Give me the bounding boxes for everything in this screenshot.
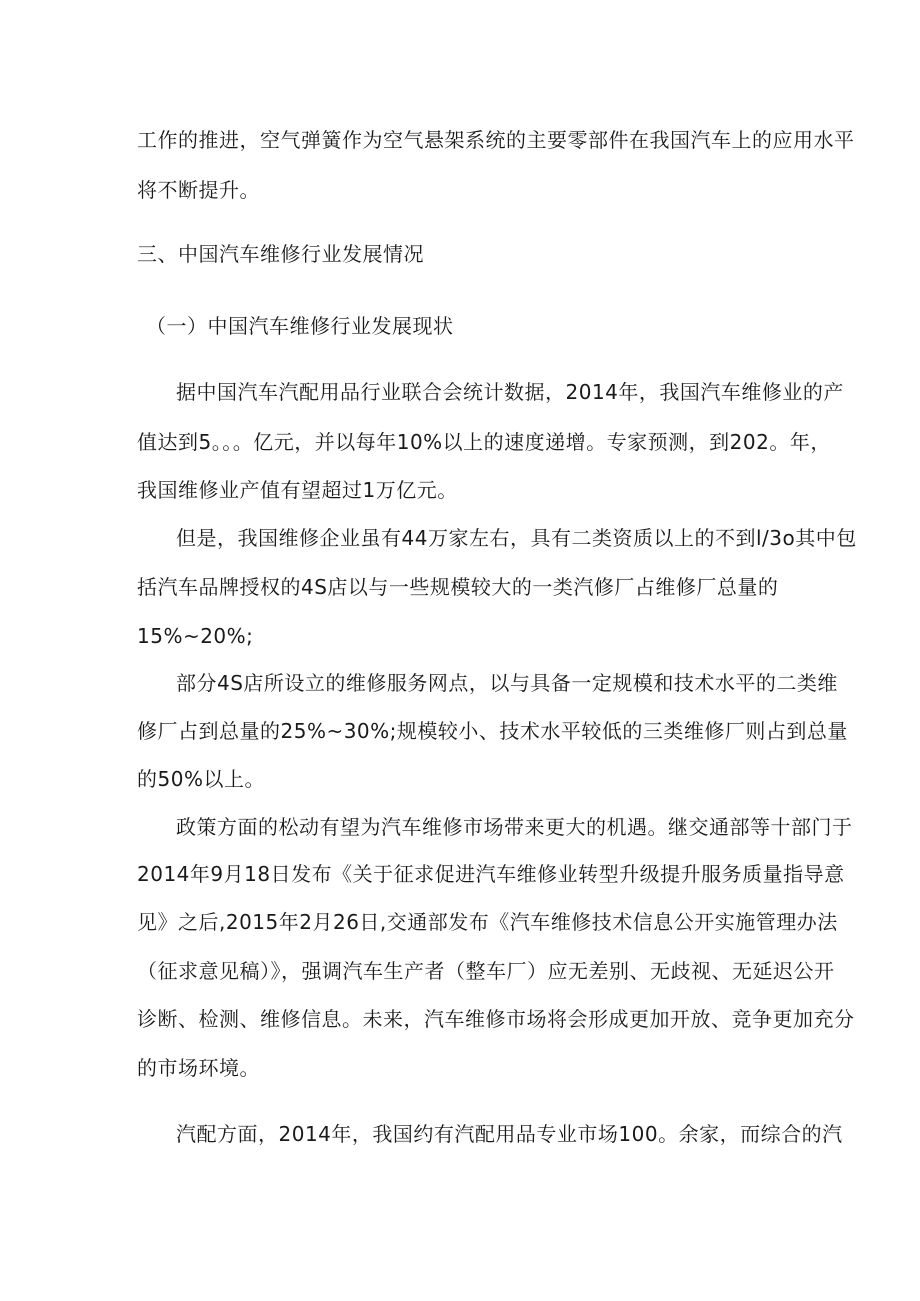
text-line: 修厂占到总量的25%~30%;规模较小、技术水平较低的三类维修厂则占到总量 [137, 719, 848, 743]
text-line: （征求意见稿）》，强调汽车生产者（整车厂）应无差别、无歧视、无延迟公开 [137, 959, 835, 983]
text-line: 见》之后,2015年2月26日,交通部发布《汽车维修技术信息公开实施管理办法 [137, 910, 838, 934]
text-line: 部分4S店所设立的维修服务网点，以与具备一定规模和技术水平的二类维 [176, 671, 838, 695]
text-line: 政策方面的松动有望为汽车维修市场带来更大的机遇。继交通部等十部门于 [176, 815, 853, 839]
text-line: 将不断提升。 [137, 178, 260, 202]
text-line: 的市场环境。 [137, 1056, 260, 1080]
text-line: 工作的推进，空气弹簧作为空气悬架系统的主要零部件在我国汽车上的应用水平 [137, 128, 855, 152]
text-line: 据中国汽车汽配用品行业联合会统计数据，2014年，我国汽车维修业的产 [176, 380, 844, 404]
subsection-heading: （一）中国汽车维修行业发展现状 [146, 314, 454, 338]
text-line: 2014年9月18日发布《关于征求促进汽车维修业转型升级提升服务质量指导意 [137, 862, 845, 886]
text-line: 但是，我国维修企业虽有44万家左右，具有二类资质以上的不到l/3o其中包 [176, 526, 857, 550]
text-line: 我国维修业产值有望超过1万亿元。 [137, 478, 458, 502]
section-heading: 三、中国汽车维修行业发展情况 [137, 242, 424, 266]
text-line: 的50%以上。 [137, 767, 265, 791]
text-line: 括汽车品牌授权的4S店以与一些规模较大的一类汽修厂占维修厂总量的 [137, 575, 779, 599]
text-line: 值达到5。。。亿元，并以每年10%以上的速度递增。专家预测，到202。年， [137, 430, 831, 454]
text-line: 诊断、检测、维修信息。未来，汽车维修市场将会形成更加开放、竞争更加充分 [137, 1007, 855, 1031]
text-line: 15%~20%; [137, 624, 254, 648]
text-line: 汽配方面，2014年，我国约有汽配用品专业市场100。余家，而综合的汽 [176, 1122, 843, 1146]
